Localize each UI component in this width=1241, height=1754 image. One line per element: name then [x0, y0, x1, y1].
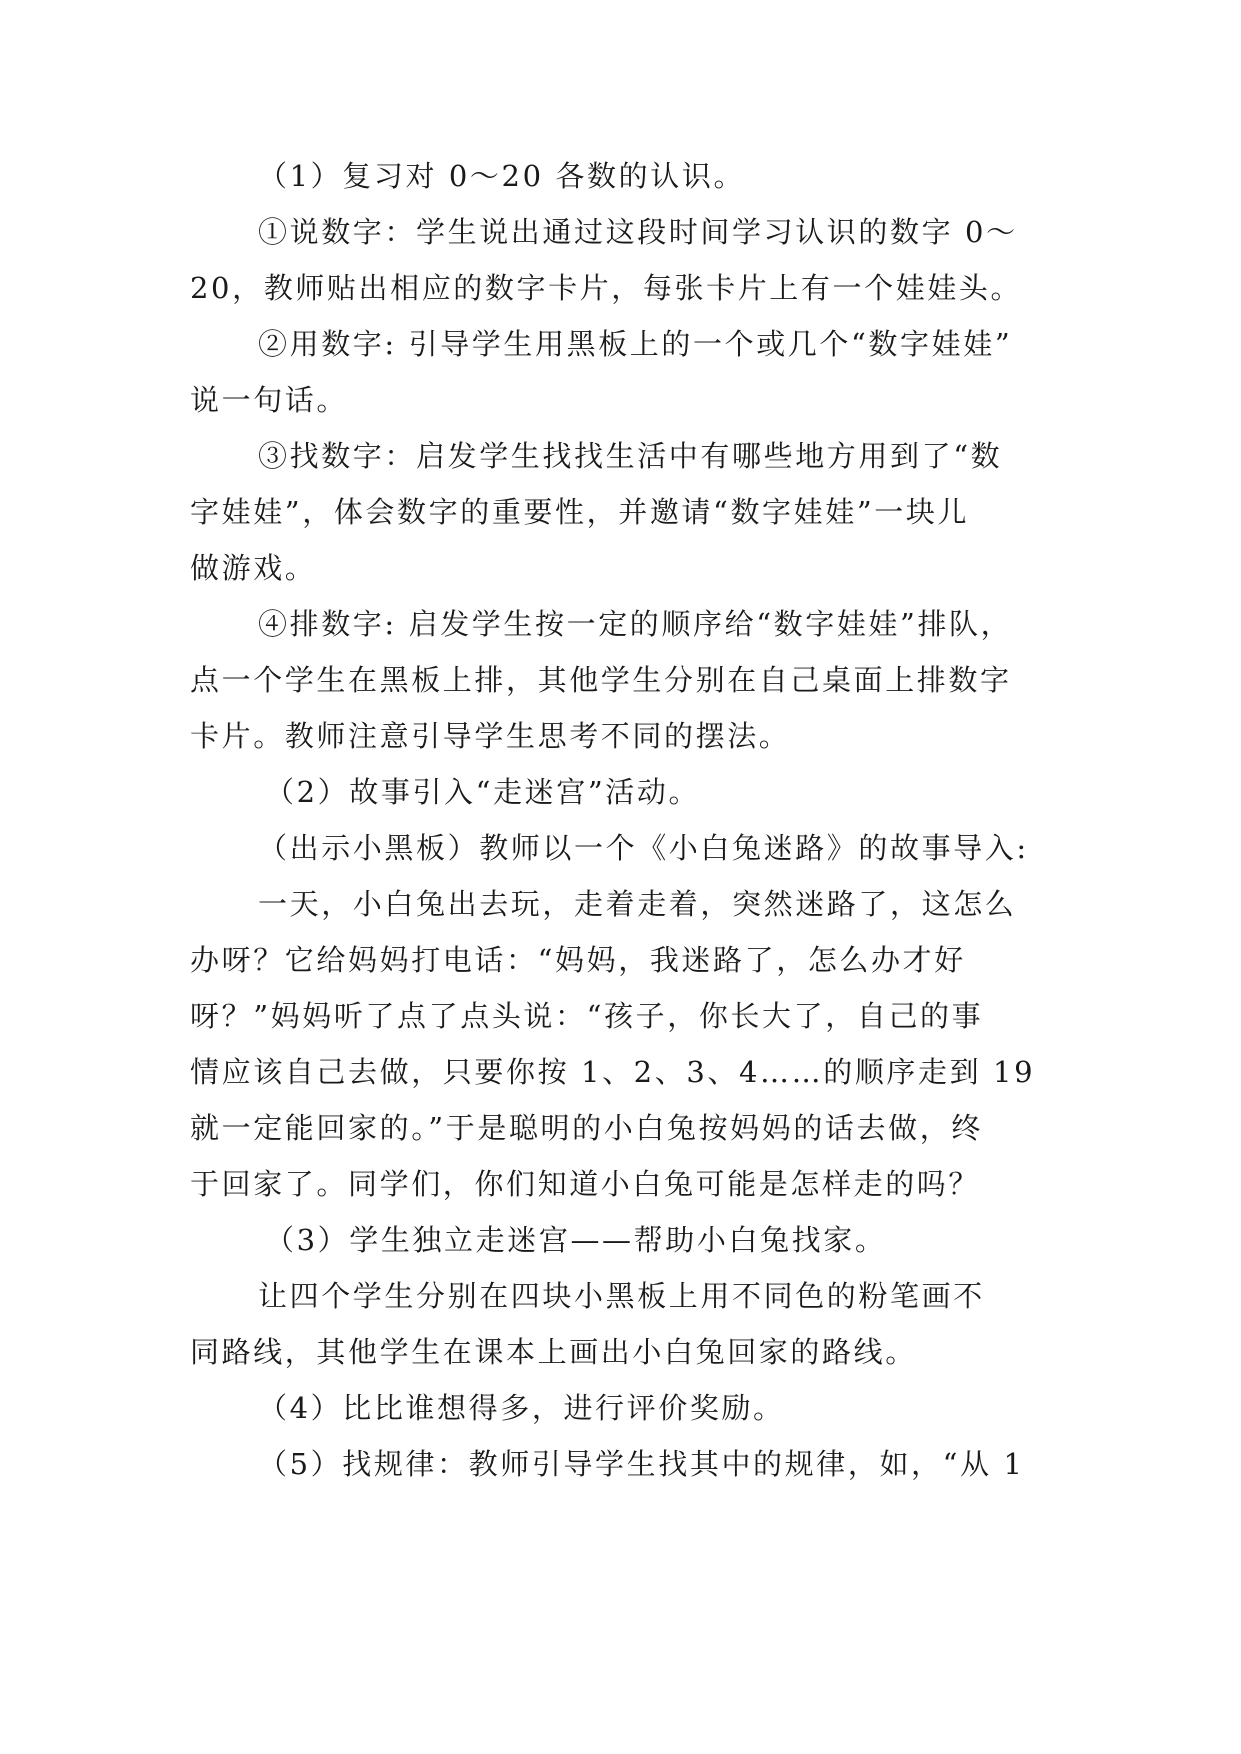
text-line-6: ③找数字：启发学生找找生活中有哪些地方用到了“数	[258, 439, 1003, 473]
text-line-23: （4）比比谁想得多，进行评价奖励。	[258, 1391, 785, 1425]
text-line-20: （3）学生独立走迷宫——帮助小白兔找家。	[265, 1223, 887, 1257]
text-line-17: 情应该自己去做，只要你按 1、2、3、4……的顺序走到 19	[190, 1055, 1036, 1089]
text-line-15: 办呀？它给妈妈打电话：“妈妈，我迷路了，怎么办才好	[190, 943, 966, 977]
text-line-19: 于回家了。同学们，你们知道小白兔可能是怎样走的吗？	[190, 1167, 981, 1201]
text-line-14: 一天，小白兔出去玩，走着走着，突然迷路了，这怎么	[258, 887, 1017, 921]
text-line-11: 卡片。教师注意引导学生思考不同的摆法。	[190, 719, 791, 753]
text-line-8: 做游戏。	[190, 551, 317, 585]
text-line-3: 20，教师贴出相应的数字卡片，每张卡片上有一个娃娃头。	[190, 271, 1023, 305]
text-line-2: ①说数字：学生说出通过这段时间学习认识的数字 0～	[258, 215, 1018, 249]
text-line-7: 字娃娃”，体会数字的重要性，并邀请“数字娃娃”一块儿	[190, 495, 970, 529]
text-line-16: 呀？”妈妈听了点了点头说：“孩子，你长大了，自己的事	[190, 999, 984, 1033]
text-line-4: ②用数字: 引导学生用黑板上的一个或几个“数字娃娃”	[258, 327, 1013, 361]
text-line-21: 让四个学生分别在四块小黑板上用不同色的粉笔画不	[258, 1279, 985, 1313]
text-line-22: 同路线，其他学生在课本上画出小白兔回家的路线。	[190, 1335, 917, 1369]
text-line-24: （5）找规律：教师引导学生找其中的规律，如，“从 1	[258, 1447, 1025, 1481]
text-line-9: ④排数字: 启发学生按一定的顺序给“数字娃娃”排队，	[258, 607, 1013, 641]
text-line-12: （2）故事引入“走迷宫”活动。	[265, 775, 701, 809]
text-line-10: 点一个学生在黑板上排，其他学生分别在自己桌面上排数字	[190, 663, 1012, 697]
text-line-13: （出示小黑板）教师以一个《小白兔迷路》的故事导入:	[258, 831, 1029, 865]
text-line-1: （1）复习对 0～20 各数的认识。	[258, 159, 746, 193]
text-line-5: 说一句话。	[190, 383, 349, 417]
text-line-18: 就一定能回家的。”于是聪明的小白兔按妈妈的话去做，终	[190, 1111, 983, 1145]
